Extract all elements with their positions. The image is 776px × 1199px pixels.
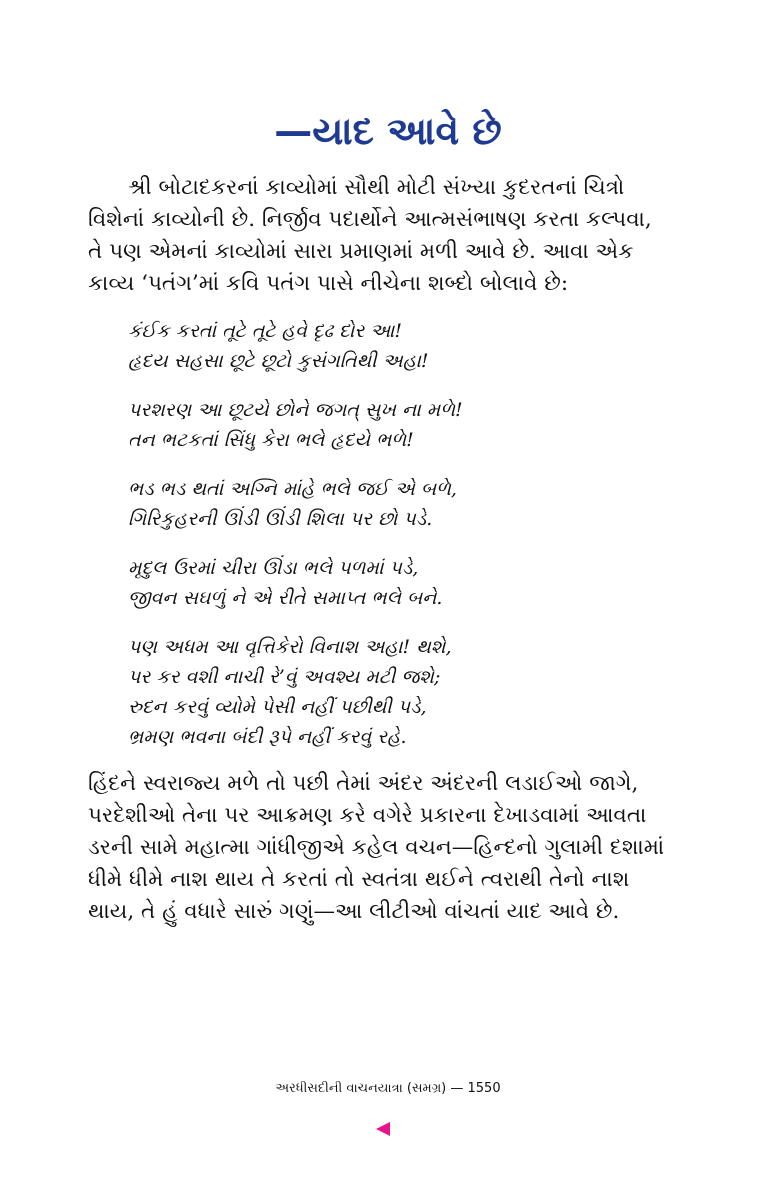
poem-stanza xyxy=(128,395,668,455)
poem-stanza xyxy=(128,474,668,534)
poem-line: ભ્રમણ ભવના બંદી રૂપે નહીં કરવું રહે. xyxy=(128,726,407,748)
intro-line: વિશેનાં કાવ્યોની છે. નિર્જીવ પદાર્થોને આત્મસંભાષણ કરતા કલ્પવા, xyxy=(88,207,652,232)
intro-line: શ્રી બોટાદકરનાં કાવ્યોમાં સૌથી મોટી સંખ્યા કુદરતનાં ચિત્રો xyxy=(128,175,625,200)
closing-line: થાય, તે હું વધારે સારું ગણું—આ લીટીઓ વાંચતાં યાદ આવે છે. xyxy=(88,899,620,924)
poem-line: હૃદય સહસા છૂટે છૂટો કુસંગતિથી અહા! xyxy=(128,350,429,372)
intro-line: તે પણ એમનાં કાવ્યોમાં સારા પ્રમાણમાં મળી આવે છે. આવા એક xyxy=(88,239,634,264)
poem-line: જીવન સઘળું ને એ રીતે સમાપ્ત ભલે બને. xyxy=(128,587,443,609)
triangle-left-icon[interactable] xyxy=(376,1122,390,1136)
poem-line: રુદન કરવું વ્યોમે પેસી નહીં પછીથી પડે, xyxy=(128,696,427,718)
poem-line: તન ભટકતાં સિંધુ કેરા ભલે હૃદયે ભળે! xyxy=(128,429,414,451)
page-title: —યાદ આવે છે xyxy=(274,109,502,153)
poem-line: પણ અધમ આ વૃત્તિકેરો વિનાશ અહા! થશે, xyxy=(128,636,452,658)
closing-line: પરદેશીઓ તેના પર આક્રમણ કરે વગેરે પ્રકારના દેખાડવામાં આવતા xyxy=(88,803,647,828)
intro-paragraph xyxy=(88,172,672,300)
page-footer: અરધીસદીની વાચનયાત્રા (સમગ્ર) — 1550 xyxy=(275,1081,501,1096)
closing-line: ડરની સામે મહાત્મા ગાંધીજીએ કહેલ વચન—હિન્દનો ગુલામી દશામાં xyxy=(88,835,665,860)
poem-line: મૃદુલ ઉરમાં ચીરા ઊંડા ભલે પળમાં પડે, xyxy=(128,557,419,579)
closing-line: ધીમે ધીમે નાશ થાય તે કરતાં તો સ્વતંત્રા થઈને ત્વરાથી તેનો નાશ xyxy=(88,867,630,892)
closing-paragraph xyxy=(88,768,672,928)
poem-line: પરશરણ આ છૂટયે છોને જગત્ સુખ ના મળે! xyxy=(128,399,463,421)
closing-line: હિંદને સ્વરાજ્ય મળે તો પછી તેમાં અંદર અંદરની લડાઈઓ જાગે, xyxy=(88,771,639,796)
poem-block xyxy=(128,316,668,771)
intro-line: કાવ્ય ‘પતંગ’માં કવિ પતંગ પાસે નીચેના શબ્દો બોલાવે છે: xyxy=(88,271,569,296)
poem-line: ભડ ભડ થતાં અગ્નિ માંહે ભલે જઈ એ બળે, xyxy=(128,478,457,500)
poem-line: પર કર વશી નાચી રે’વું અવશ્ય મટી જશે; xyxy=(128,666,441,688)
poem-stanza xyxy=(128,553,668,613)
poem-stanza xyxy=(128,316,668,376)
poem-line: કંઈક કરતાં તૂટે તૂટે હવે દૃઢ દોર આ! xyxy=(128,320,402,342)
poem-line: ગિરિકુહરની ઊંડી ઊંડી શિલા પર છો પડે. xyxy=(128,508,433,530)
poem-stanza xyxy=(128,632,668,752)
